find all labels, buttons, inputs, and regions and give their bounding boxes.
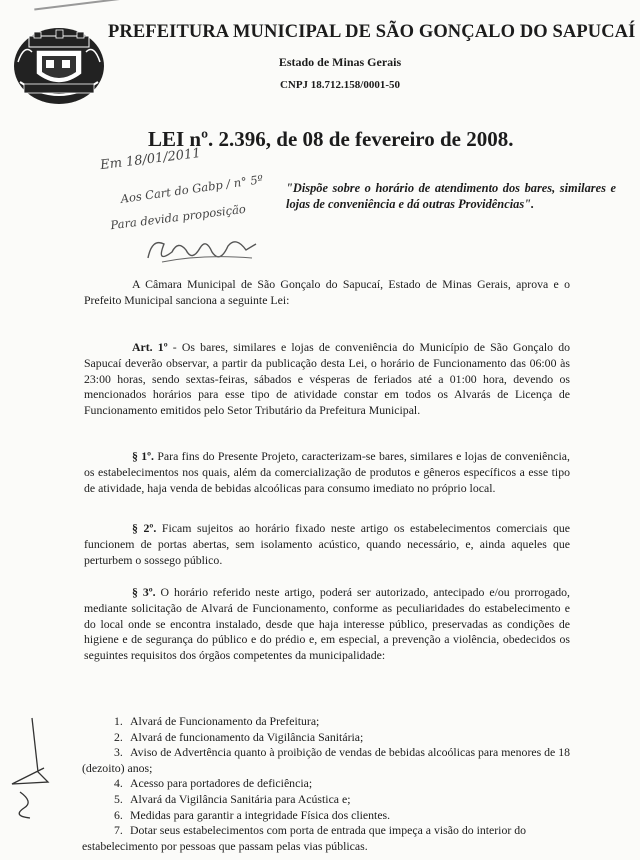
list-item: 7. Dotar seus estabelecimentos com porta de entrada que impeça a visão do interior do estabelecimento por pessoas que passam pelas vias públicas. bbox=[82, 823, 527, 853]
article-1-lead: Art. 1º bbox=[132, 340, 168, 354]
article-1-text: - Os bares, similares e lojas de conveniência do Município de São Gonçalo do Sapucaí deverão observar, a partir da publicação desta Lei, o horário de Funcionamento das 06:00 às 23:00 horas, sendo sextas-feiras, sábados e vésperas de feriados até a 01:00 hora, devendo os mencionados horários para esse tipo de atividade constar em todos os Alvarás de Licença de Funcionamento emitidos pelo Setor Tributário da Prefeitura Municipal. bbox=[84, 340, 570, 418]
list-item: 1. Alvará de Funcionamento da Prefeitura; bbox=[114, 714, 320, 728]
paragraph-1-text: Para fins do Presente Projeto, caracterizam-se bares, similares e lojas de conveniência, os estabelecimentos nos quais, além da comercialização de produtos e gêneros específicos a esse tipo de atividade, haja venda de bebidas alcoólicas para consumo imediato no próprio local. bbox=[84, 449, 570, 495]
handwritten-date: Em 18/01/2011 bbox=[99, 145, 202, 174]
header-state: Estado de Minas Gerais bbox=[278, 55, 402, 69]
paragraph-1-lead: § 1º. bbox=[132, 449, 154, 463]
handwritten-signature bbox=[142, 234, 262, 268]
paragraph-2-lead: § 2º. bbox=[132, 521, 157, 535]
paragraph-2 bbox=[84, 521, 570, 568]
paragraph-3-lead: § 3º. bbox=[132, 585, 156, 599]
list-item: 6. Medidas para garantir a integridade Física dos clientes. bbox=[114, 807, 391, 822]
paragraph-2-text: Ficam sujeitos ao horário fixado neste artigo os estabelecimentos comerciais que funcionem de portas abertas, sem isolamento acústico, quando necessário, e, ainda aqueles que perturbem o sossego público. bbox=[84, 521, 571, 567]
list-item: 4. Acesso para portadores de deficiência; bbox=[114, 776, 313, 791]
scan-mark-line bbox=[34, 0, 124, 10]
preamble-text: A Câmara Municipal de São Gonçalo do Sapucaí, Estado de Minas Gerais, aprova e o Prefeito Municipal sanciona a seguinte Lei: bbox=[84, 277, 570, 307]
list-item: 5. Alvará da Vigilância Sanitária para Acústica e; bbox=[114, 791, 351, 806]
margin-rubric bbox=[4, 712, 64, 822]
handwritten-note-1: Aos Cart do Gabp / n° 5º bbox=[119, 172, 264, 206]
list-item: 2. Alvará de funcionamento da Vigilância Sanitária; bbox=[114, 729, 364, 744]
preamble bbox=[84, 277, 570, 309]
law-title: LEI nº. 2.396, de 08 de fevereiro de 2008. bbox=[148, 127, 514, 151]
article-1 bbox=[84, 340, 570, 419]
requirements-list bbox=[82, 714, 572, 854]
paragraph-3 bbox=[84, 585, 570, 664]
handwritten-note-2: Para devida proposição bbox=[109, 201, 247, 233]
paragraph-3-text: O horário referido neste artigo, poderá ser autorizado, antecipado e/ou prorrogado, mediante solicitação de Alvará de Funcionamento, conforme as peculiaridades do estabelecimento e do local onde se encontra instalado, desde que haja interesse público, preservadas as condições de higiene e de segurança do público e do prédio e, em especial, a prevenção a violência, obedecidos os seguintes requisitos dos órgãos competentes da municipalidade: bbox=[84, 585, 570, 663]
header-cnpj: CNPJ 18.712.158/0001-50 bbox=[279, 79, 401, 91]
list-item: 3. Aviso de Advertência quanto à proibição de vendas de bebidas alcoólicas para menores de 18 (dezoito) anos; bbox=[82, 745, 571, 775]
paragraph-1 bbox=[84, 449, 570, 496]
ementa: "Dispõe sobre o horário de atendimento dos bares, similares e lojas de conveniência e dá outras Providências". bbox=[286, 181, 616, 211]
header-title: PREFEITURA MUNICIPAL DE SÃO GONÇALO DO SAPUCAÍ bbox=[108, 22, 636, 42]
